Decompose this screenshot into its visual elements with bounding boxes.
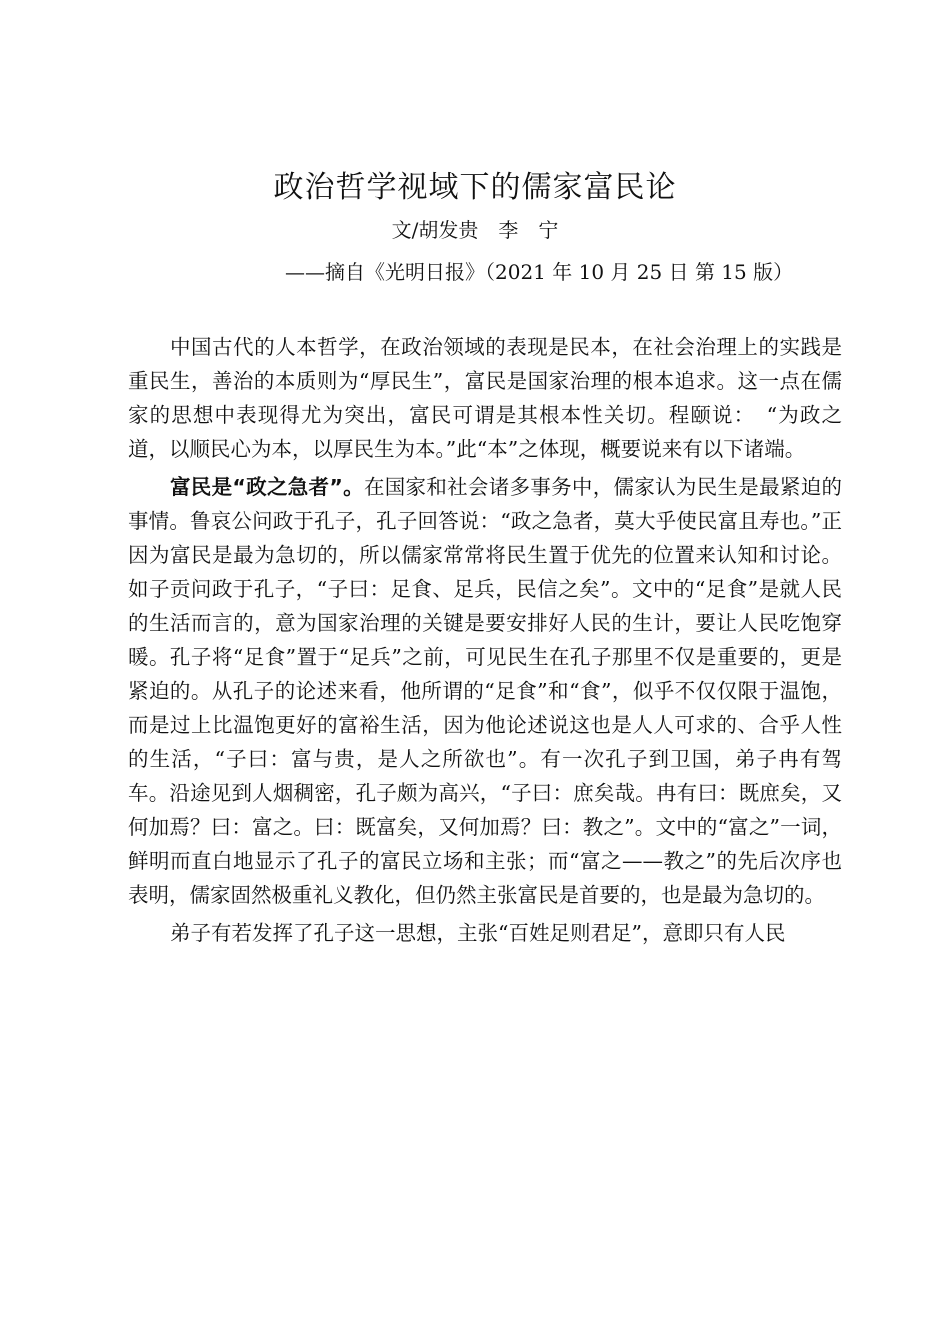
paragraph-3: [128, 916, 842, 950]
paragraph-text: 中国古代的人本哲学，在政治领域的表现是民本，在社会治理上的实践是重民生，善治的本质则为“厚民生”，富民是国家治理的根本追求。这一点在儒家的思想中表现得尤为突出，富民可谓是其根本性关切。程颐说： “为政之道，以顺民心为本，以厚民生为本。”此“本”之体现，概要说来有以下诸端。: [128, 335, 842, 461]
article-title: 政治哲学视域下的儒家富民论: [273, 170, 677, 205]
article-source: ——摘自《光明日报》（2021 年 10 月 25 日 第 15 版）: [285, 260, 794, 284]
paragraph-text: 在国家和社会诸多事务中，儒家认为民生是最紧迫的事情。鲁哀公问政于孔子，孔子回答说：“政之急者，莫大乎使民富且寿也。”正因为富民是最为急切的，所以儒家常常将民生置于优先的位置来认知和讨论。如子贡问政于孔子，“子曰：足食、足兵，民信之矣”。文中的“足食”是就人民的生活而言的，意为国家治理的关键是要安排好人民的生计，要让人民吃饱穿暖。孔子将“足食”置于“足兵”之前，可见民生在孔子那里不仅是重要的，更是紧迫的。从孔子的论述来看，他所谓的“足食”和“食”，似乎不仅仅限于温饱，而是过上比温饱更好的富裕生活，因为他论述说这也是人人可求的、合乎人性的生活，“子曰：富与贵，是人之所欲也”。有一次孔子到卫国，弟子冉有驾车。沿途见到人烟稠密，孔子颇为高兴，“子曰：庶矣哉。冉有曰：既庶矣，又何加焉？曰：富之。曰：既富矣，又何加焉？曰：教之”。文中的“富之”一词，鲜明而直白地显示了孔子的富民立场和主张；而“富之——教之”的先后次序也表明，儒家固然极重礼义教化，但仍然主张富民是首要的，也是最为急切的。: [128, 475, 842, 907]
paragraph-lead: 富民是“政之急者”。: [170, 475, 364, 499]
paragraph-1: [128, 330, 842, 466]
article-author: 文/胡发贵 李 宁: [391, 218, 559, 242]
paragraph-text: 弟子有若发挥了孔子这一思想，主张“百姓足则君足”，意即只有人民: [170, 921, 786, 945]
article-body: [128, 330, 842, 954]
paragraph-2: [128, 470, 842, 912]
